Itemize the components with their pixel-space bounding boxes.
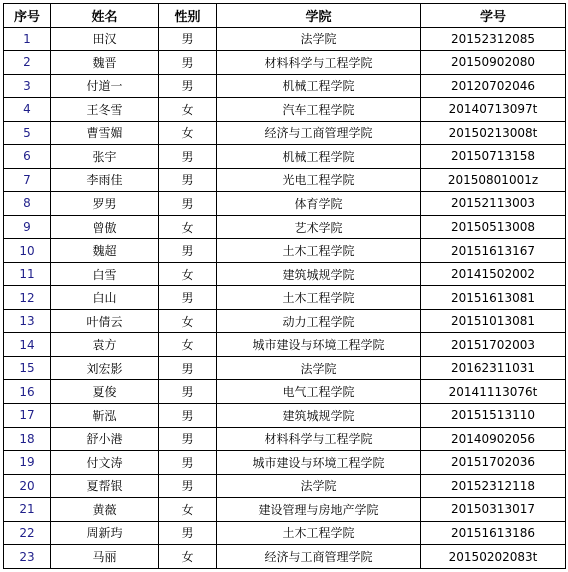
table-row: [4, 121, 566, 145]
cell-name: 靳泓: [51, 404, 159, 428]
header-student-id: 学号: [421, 4, 566, 28]
cell-gender: 女: [159, 545, 217, 569]
cell-name: 曹雪媚: [51, 121, 159, 145]
cell-gender: 女: [159, 333, 217, 357]
table-row: [4, 356, 566, 380]
cell-index: 2: [4, 51, 51, 75]
cell-college: 法学院: [217, 474, 421, 498]
student-table: [3, 3, 566, 569]
table-row: [4, 404, 566, 428]
cell-college: 动力工程学院: [217, 309, 421, 333]
cell-college: 城市建设与环境工程学院: [217, 333, 421, 357]
cell-student-id: 20152113003: [421, 192, 566, 216]
cell-college: 体育学院: [217, 192, 421, 216]
cell-index: 6: [4, 145, 51, 169]
cell-gender: 男: [159, 380, 217, 404]
cell-gender: 男: [159, 451, 217, 475]
table-row: [4, 521, 566, 545]
cell-name: 曾傲: [51, 215, 159, 239]
table-row: [4, 545, 566, 569]
cell-gender: 男: [159, 286, 217, 310]
cell-index: 22: [4, 521, 51, 545]
cell-name: 王冬雪: [51, 98, 159, 122]
cell-student-id: 20151613167: [421, 239, 566, 263]
table-row: [4, 74, 566, 98]
header-gender: 性别: [159, 4, 217, 28]
cell-gender: 男: [159, 356, 217, 380]
cell-gender: 女: [159, 309, 217, 333]
cell-college: 材料科学与工程学院: [217, 427, 421, 451]
table-row: [4, 168, 566, 192]
cell-college: 经济与工商管理学院: [217, 545, 421, 569]
header-college: 学院: [217, 4, 421, 28]
table-row: [4, 262, 566, 286]
table-row: [4, 98, 566, 122]
cell-gender: 男: [159, 427, 217, 451]
cell-student-id: 20140713097t: [421, 98, 566, 122]
cell-gender: 男: [159, 51, 217, 75]
cell-student-id: 20150213008t: [421, 121, 566, 145]
cell-index: 15: [4, 356, 51, 380]
cell-college: 建筑城规学院: [217, 262, 421, 286]
cell-college: 机械工程学院: [217, 145, 421, 169]
cell-index: 9: [4, 215, 51, 239]
cell-name: 魏超: [51, 239, 159, 263]
cell-student-id: 20151613081: [421, 286, 566, 310]
cell-name: 白雪: [51, 262, 159, 286]
cell-index: 17: [4, 404, 51, 428]
cell-gender: 女: [159, 121, 217, 145]
cell-name: 白山: [51, 286, 159, 310]
cell-student-id: 20151513110: [421, 404, 566, 428]
cell-student-id: 20151702036: [421, 451, 566, 475]
table-row: [4, 286, 566, 310]
table-row: [4, 27, 566, 51]
cell-gender: 女: [159, 498, 217, 522]
cell-gender: 男: [159, 192, 217, 216]
cell-index: 16: [4, 380, 51, 404]
cell-name: 舒小港: [51, 427, 159, 451]
cell-student-id: 20152312118: [421, 474, 566, 498]
cell-name: 付道一: [51, 74, 159, 98]
table-header-row: [4, 4, 566, 28]
header-name: 姓名: [51, 4, 159, 28]
cell-gender: 男: [159, 168, 217, 192]
cell-student-id: 20150513008: [421, 215, 566, 239]
cell-college: 电气工程学院: [217, 380, 421, 404]
table-row: [4, 333, 566, 357]
cell-college: 法学院: [217, 356, 421, 380]
cell-college: 土木工程学院: [217, 239, 421, 263]
cell-college: 艺术学院: [217, 215, 421, 239]
cell-student-id: 20151702003: [421, 333, 566, 357]
cell-name: 李雨佳: [51, 168, 159, 192]
cell-college: 法学院: [217, 27, 421, 51]
table-row: [4, 192, 566, 216]
cell-student-id: 20150313017: [421, 498, 566, 522]
cell-student-id: 20162311031: [421, 356, 566, 380]
table-row: [4, 498, 566, 522]
cell-student-id: 20150202083t: [421, 545, 566, 569]
cell-student-id: 20151613186: [421, 521, 566, 545]
cell-name: 魏晋: [51, 51, 159, 75]
cell-index: 20: [4, 474, 51, 498]
cell-gender: 女: [159, 215, 217, 239]
cell-name: 罗男: [51, 192, 159, 216]
cell-student-id: 20150713158: [421, 145, 566, 169]
cell-index: 14: [4, 333, 51, 357]
cell-index: 1: [4, 27, 51, 51]
cell-student-id: 20141113076t: [421, 380, 566, 404]
table-row: [4, 51, 566, 75]
cell-gender: 女: [159, 98, 217, 122]
cell-index: 8: [4, 192, 51, 216]
table-row: [4, 474, 566, 498]
cell-name: 夏俊: [51, 380, 159, 404]
cell-name: 田汉: [51, 27, 159, 51]
cell-index: 11: [4, 262, 51, 286]
cell-student-id: 20141502002: [421, 262, 566, 286]
header-index: 序号: [4, 4, 51, 28]
cell-name: 夏帮银: [51, 474, 159, 498]
cell-name: 周新玙: [51, 521, 159, 545]
cell-college: 光电工程学院: [217, 168, 421, 192]
cell-index: 18: [4, 427, 51, 451]
cell-index: 13: [4, 309, 51, 333]
table-row: [4, 380, 566, 404]
table-row: [4, 427, 566, 451]
cell-college: 建筑城规学院: [217, 404, 421, 428]
cell-gender: 男: [159, 239, 217, 263]
cell-gender: 男: [159, 27, 217, 51]
cell-index: 7: [4, 168, 51, 192]
table-row: [4, 239, 566, 263]
cell-index: 10: [4, 239, 51, 263]
cell-college: 建设管理与房地产学院: [217, 498, 421, 522]
cell-name: 张宇: [51, 145, 159, 169]
cell-gender: 男: [159, 145, 217, 169]
cell-college: 材料科学与工程学院: [217, 51, 421, 75]
cell-gender: 男: [159, 474, 217, 498]
cell-college: 经济与工商管理学院: [217, 121, 421, 145]
cell-name: 付文涛: [51, 451, 159, 475]
cell-college: 土木工程学院: [217, 521, 421, 545]
cell-gender: 男: [159, 74, 217, 98]
cell-student-id: 20152312085: [421, 27, 566, 51]
table-row: [4, 145, 566, 169]
cell-student-id: 20150801001z: [421, 168, 566, 192]
cell-gender: 男: [159, 404, 217, 428]
cell-college: 城市建设与环境工程学院: [217, 451, 421, 475]
cell-gender: 女: [159, 262, 217, 286]
table-row: [4, 215, 566, 239]
cell-name: 黄薇: [51, 498, 159, 522]
table-body: [4, 27, 566, 569]
cell-index: 5: [4, 121, 51, 145]
cell-college: 机械工程学院: [217, 74, 421, 98]
cell-name: 刘宏影: [51, 356, 159, 380]
cell-college: 汽车工程学院: [217, 98, 421, 122]
cell-college: 土木工程学院: [217, 286, 421, 310]
cell-gender: 男: [159, 521, 217, 545]
cell-index: 12: [4, 286, 51, 310]
cell-name: 袁方: [51, 333, 159, 357]
cell-name: 叶倩云: [51, 309, 159, 333]
cell-index: 19: [4, 451, 51, 475]
cell-index: 21: [4, 498, 51, 522]
cell-index: 23: [4, 545, 51, 569]
cell-student-id: 20140902056: [421, 427, 566, 451]
table-row: [4, 309, 566, 333]
cell-student-id: 20151013081: [421, 309, 566, 333]
cell-index: 3: [4, 74, 51, 98]
cell-index: 4: [4, 98, 51, 122]
cell-student-id: 20120702046: [421, 74, 566, 98]
table-row: [4, 451, 566, 475]
cell-student-id: 20150902080: [421, 51, 566, 75]
cell-name: 马丽: [51, 545, 159, 569]
